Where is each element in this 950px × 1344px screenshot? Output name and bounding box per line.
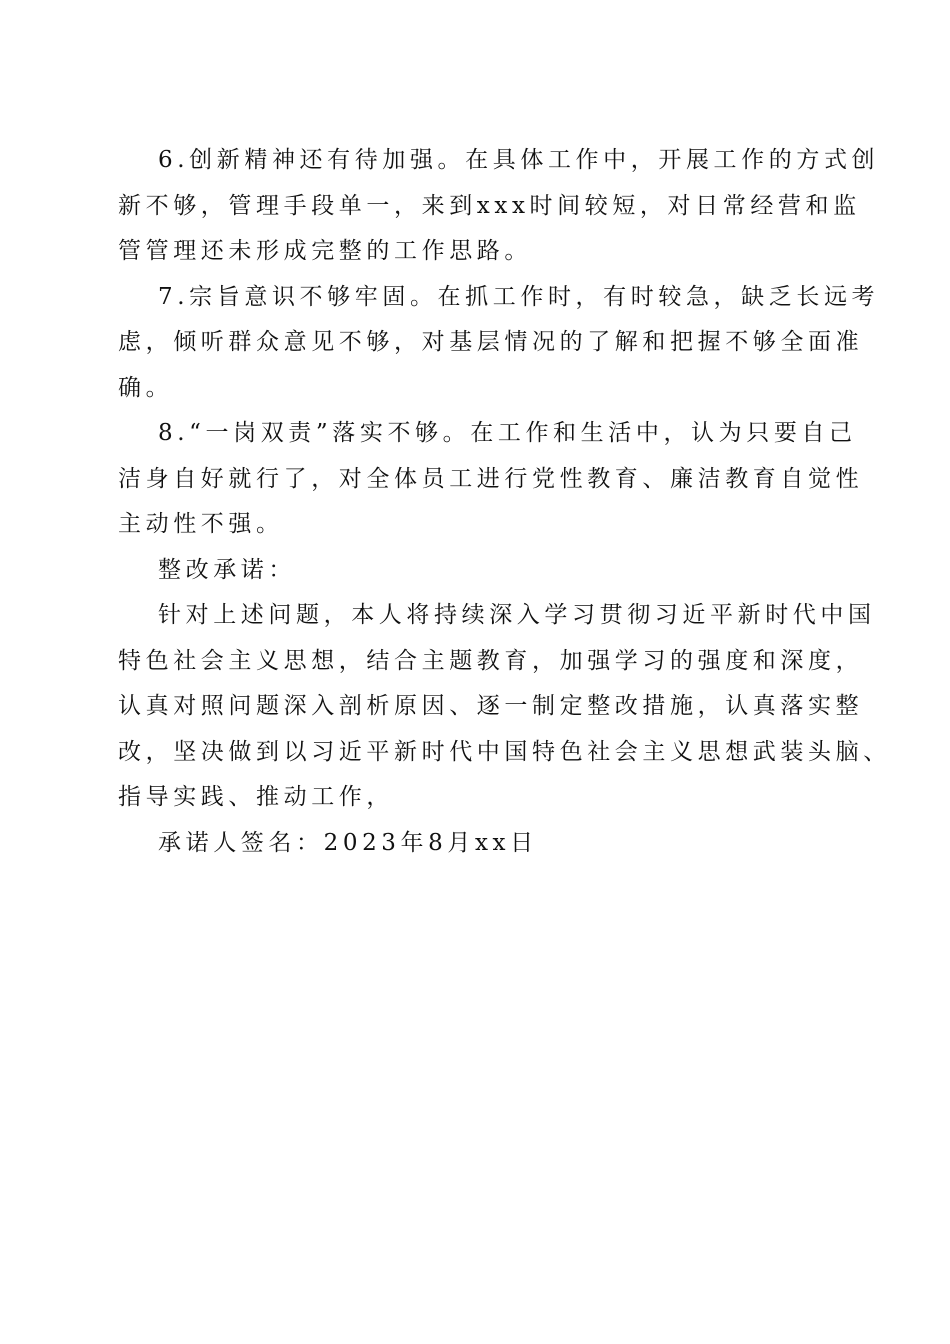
item-6-line-1: 6.创新精神还有待加强。在具体工作中，开展工作的方式创: [158, 147, 880, 173]
item-6-line-2: 新不够，管理手段单一，来到xxx时间较短，对日常经营和监: [118, 192, 861, 219]
item-8-line-1: 8.“一岗双责”落实不够。在工作和生活中，认为只要自己: [158, 420, 857, 446]
item-6-line-3: 管管理还未形成完整的工作思路。: [118, 238, 532, 264]
item-7-line-2: 虑，倾听群众意见不够，对基层情况的了解和把握不够全面准: [118, 329, 864, 355]
commitment-line-5: 指导实践、推动工作，: [118, 784, 394, 810]
document-body: [118, 138, 891, 866]
commitment-line-3: 认真对照问题深入剖析原因、逐一制定整改措施，认真落实整: [118, 693, 864, 719]
commitment-line-2: 特色社会主义思想，结合主题教育，加强学习的强度和深度，: [118, 647, 864, 674]
item-7-line-3: 确。: [118, 374, 174, 401]
commitment-line-1: 针对上述问题，本人将持续深入学习贯彻习近平新时代中国: [158, 602, 876, 628]
commitment-line-4: 改，坚决做到以习近平新时代中国特色社会主义思想武装头脑、: [118, 738, 891, 765]
item-8-line-3: 主动性不强。: [118, 511, 284, 537]
commitment-heading: 整改承诺：: [158, 556, 296, 583]
item-7-line-1: 7.宗旨意识不够牢固。在抓工作时，有时较急，缺乏长远考: [158, 283, 880, 310]
signature-line: 承诺人签名：2023年8月xx日: [158, 829, 538, 856]
item-8-line-2: 洁身自好就行了，对全体员工进行党性教育、廉洁教育自觉性: [118, 465, 864, 492]
